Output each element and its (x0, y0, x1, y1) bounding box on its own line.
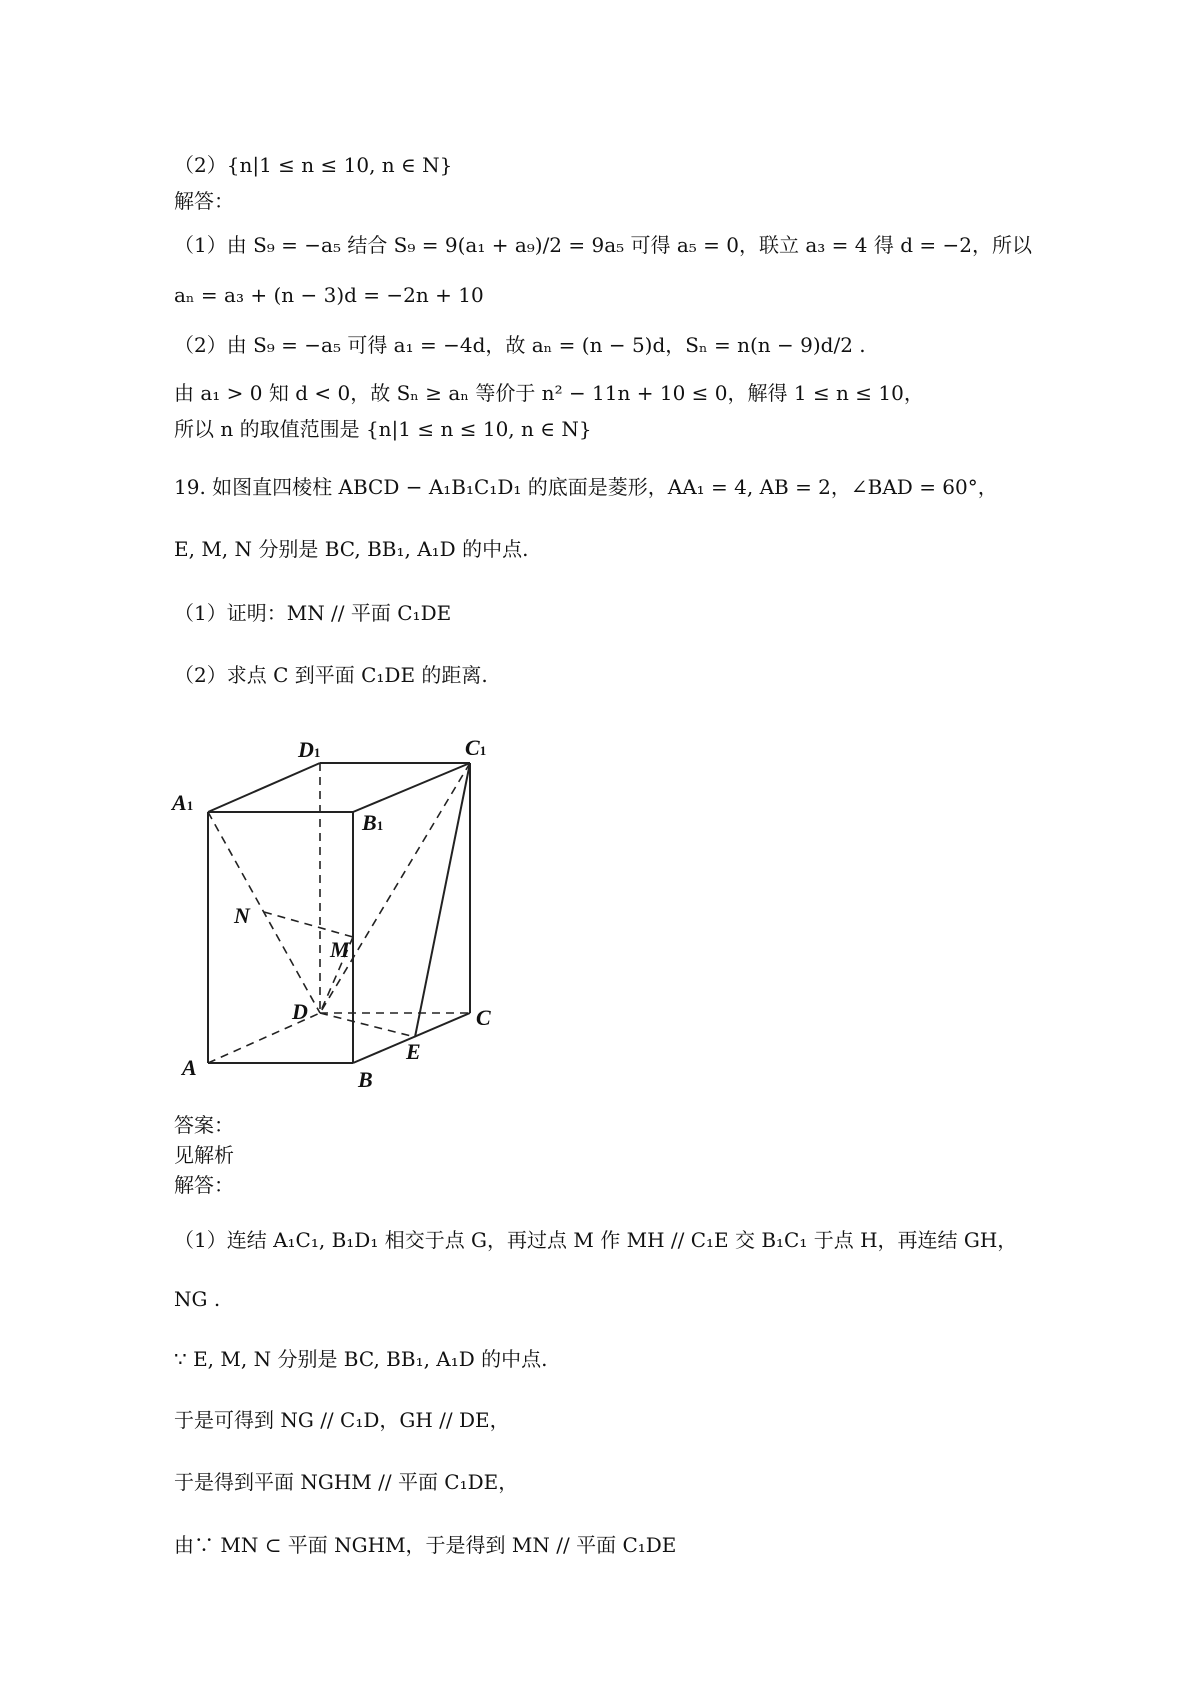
line-10-text: （1）证明：MN // 平面 C₁DE (174, 601, 452, 625)
line-3-text: （1）由 S₉ = −a₅ 结合 S₉ = 9(a₁ + a₉)/2 = 9a₅ 可得 a₅ = 0，联立 a₃ = 4 得 d = −2，所以 (174, 233, 1032, 257)
label-C: C (476, 1005, 491, 1030)
label-B1: B1 (362, 810, 384, 835)
text-line-11 (174, 660, 488, 690)
text-line-4 (174, 280, 484, 310)
text-line-17 (174, 1344, 548, 1374)
edge-N-M (264, 912, 353, 937)
label-A: A (182, 1055, 197, 1080)
text-line-14 (174, 1170, 234, 1200)
text-line-20 (174, 1530, 676, 1560)
label-A1: A1 (172, 790, 194, 815)
line-17-text: ∵ E, M, N 分别是 BC, BB₁, A₁D 的中点. (174, 1347, 548, 1371)
line-4-text: aₙ = a₃ + (n − 3)d = −2n + 10 (174, 283, 484, 307)
label-D1: D1 (298, 737, 321, 762)
line-5-text: （2）由 S₉ = −a₅ 可得 a₁ = −4d，故 aₙ = (n − 5)d，Sₙ = n(n − 9)d/2 . (174, 333, 866, 357)
line-19-text: 于是得到平面 NGHM // 平面 C₁DE， (174, 1470, 519, 1494)
text-line-9 (174, 534, 528, 564)
line-12-text: 答案： (174, 1113, 234, 1137)
text-line-13 (174, 1140, 234, 1170)
text-line-16 (174, 1284, 220, 1314)
label-C1: C1 (465, 735, 487, 760)
line-6-text: 由 a₁ > 0 知 d < 0，故 Sₙ ≥ aₙ 等价于 n² − 11n + 10 ≤ 0，解得 1 ≤ n ≤ 10， (174, 381, 924, 405)
line-14-text: 解答： (174, 1173, 234, 1197)
edge-C1-D (320, 763, 470, 1013)
text-line-6 (174, 378, 924, 408)
prism-diagram (170, 715, 530, 1105)
line-15-text: （1）连结 A₁C₁, B₁D₁ 相交于点 G，再过点 M 作 MH // C₁E 交 B₁C₁ 于点 H，再连结 GH， (174, 1228, 1018, 1252)
edge-C1-E (415, 763, 470, 1037)
label-B: B (358, 1067, 373, 1092)
text-line-15 (174, 1225, 1017, 1255)
line-8-text: 19. 如图直四棱柱 ABCD − A₁B₁C₁D₁ 的底面是菱形，AA₁ = 4, AB = 2，∠BAD = 60°， (174, 475, 998, 499)
line-13-text: 见解析 (174, 1143, 234, 1167)
line-16-text: NG . (174, 1287, 221, 1311)
text-line-7 (174, 414, 592, 444)
edge-A1-D1 (208, 763, 320, 812)
text-line-19 (174, 1467, 518, 1497)
line-2-text: 解答： (174, 189, 234, 213)
label-E: E (406, 1039, 421, 1064)
text-line-18 (174, 1405, 510, 1435)
edge-D-E (320, 1013, 415, 1037)
text-line-12 (174, 1110, 234, 1140)
text-line-2 (174, 186, 234, 216)
text-line-8 (174, 472, 998, 502)
text-line-10 (174, 598, 451, 628)
line-7-text: 所以 n 的取值范围是 {n|1 ≤ n ≤ 10, n ∈ N} (174, 417, 592, 441)
line-11-text: （2）求点 C 到平面 C₁DE 的距离. (174, 663, 488, 687)
line-9-text: E, M, N 分别是 BC, BB₁, A₁D 的中点. (174, 537, 529, 561)
text-line-3 (174, 230, 1032, 260)
edge-B1-C1 (353, 763, 470, 812)
label-N: N (234, 903, 250, 928)
label-M: M (330, 937, 350, 962)
line-1-text: （2）{n|1 ≤ n ≤ 10, n ∈ N} (174, 153, 453, 177)
line-18-text: 于是可得到 NG // C₁D，GH // DE， (174, 1408, 510, 1432)
label-D: D (292, 999, 308, 1024)
text-line-5 (174, 330, 866, 360)
line-20-text: 由∵ MN ⊂ 平面 NGHM，于是得到 MN // 平面 C₁DE (174, 1533, 677, 1557)
text-line-1 (174, 150, 452, 180)
